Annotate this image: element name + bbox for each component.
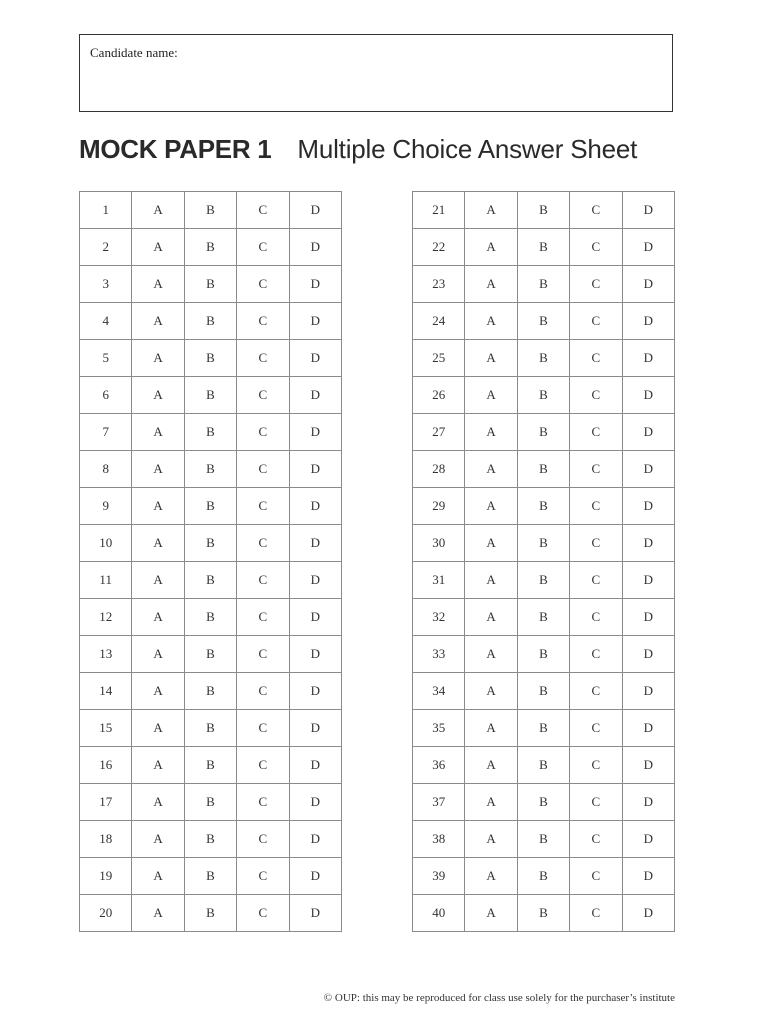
answer-option-b[interactable]: B [184, 451, 236, 488]
answer-option-d[interactable]: D [622, 636, 674, 673]
answer-option-b[interactable]: B [184, 710, 236, 747]
answer-option-a[interactable]: A [132, 229, 184, 266]
answer-option-a[interactable]: A [465, 303, 517, 340]
answer-option-d[interactable]: D [622, 266, 674, 303]
question-number: 26 [413, 377, 465, 414]
answer-option-b[interactable]: B [517, 488, 569, 525]
question-number: 16 [80, 747, 132, 784]
question-number: 36 [413, 747, 465, 784]
question-number: 25 [413, 340, 465, 377]
answer-option-a[interactable]: A [465, 858, 517, 895]
answer-option-b[interactable]: B [517, 562, 569, 599]
answer-option-b[interactable]: B [184, 562, 236, 599]
answer-option-c[interactable]: C [570, 414, 622, 451]
answer-option-b[interactable]: B [184, 747, 236, 784]
question-row [413, 636, 675, 673]
answer-option-c[interactable]: C [237, 266, 289, 303]
answer-option-c[interactable]: C [570, 266, 622, 303]
answer-option-d[interactable]: D [622, 488, 674, 525]
answer-option-d[interactable]: D [289, 340, 341, 377]
answer-option-b[interactable]: B [517, 673, 569, 710]
answer-option-d[interactable]: D [289, 636, 341, 673]
question-number: 12 [80, 599, 132, 636]
answer-option-d[interactable]: D [622, 377, 674, 414]
answer-option-d[interactable]: D [289, 192, 341, 229]
question-number: 10 [80, 525, 132, 562]
answer-option-a[interactable]: A [465, 636, 517, 673]
copyright-footer: © OUP: this may be reproduced for class use solely for the purchaser’s institute [323, 992, 675, 1004]
question-row [413, 229, 675, 266]
question-row [413, 895, 675, 932]
answer-option-a[interactable]: A [132, 266, 184, 303]
answer-option-c[interactable]: C [570, 895, 622, 932]
answer-option-a[interactable]: A [132, 414, 184, 451]
answer-option-d[interactable]: D [622, 451, 674, 488]
answer-option-d[interactable]: D [622, 821, 674, 858]
answer-option-a[interactable]: A [465, 451, 517, 488]
question-number: 4 [80, 303, 132, 340]
question-row [413, 525, 675, 562]
question-row [80, 895, 342, 932]
answer-option-a[interactable]: A [132, 562, 184, 599]
answer-option-a[interactable]: A [132, 858, 184, 895]
answer-option-b[interactable]: B [184, 525, 236, 562]
question-row [80, 784, 342, 821]
question-row [413, 784, 675, 821]
question-number: 19 [80, 858, 132, 895]
answer-option-d[interactable]: D [622, 229, 674, 266]
question-number: 1 [80, 192, 132, 229]
answer-option-d[interactable]: D [289, 858, 341, 895]
question-number: 5 [80, 340, 132, 377]
question-number: 37 [413, 784, 465, 821]
answer-option-c[interactable]: C [570, 377, 622, 414]
answer-option-c[interactable]: C [570, 710, 622, 747]
question-row [80, 673, 342, 710]
question-row [413, 747, 675, 784]
question-number: 30 [413, 525, 465, 562]
answer-option-a[interactable]: A [465, 895, 517, 932]
answer-option-c[interactable]: C [570, 673, 622, 710]
question-number: 32 [413, 599, 465, 636]
question-number: 39 [413, 858, 465, 895]
question-row [413, 599, 675, 636]
answer-option-c[interactable]: C [570, 636, 622, 673]
question-row [413, 488, 675, 525]
answer-option-a[interactable]: A [465, 784, 517, 821]
answer-option-c[interactable]: C [237, 747, 289, 784]
answer-option-c[interactable]: C [237, 451, 289, 488]
question-number: 9 [80, 488, 132, 525]
question-row [413, 710, 675, 747]
question-row [80, 303, 342, 340]
answer-option-d[interactable]: D [289, 377, 341, 414]
question-number: 17 [80, 784, 132, 821]
answer-option-c[interactable]: C [570, 192, 622, 229]
question-number: 18 [80, 821, 132, 858]
question-row [80, 488, 342, 525]
answer-option-b[interactable]: B [184, 673, 236, 710]
answer-option-c[interactable]: C [237, 377, 289, 414]
question-number: 38 [413, 821, 465, 858]
answer-option-a[interactable]: A [132, 340, 184, 377]
answer-option-a[interactable]: A [132, 488, 184, 525]
answer-option-c[interactable]: C [570, 562, 622, 599]
answer-option-d[interactable]: D [622, 192, 674, 229]
question-number: 20 [80, 895, 132, 932]
answer-option-c[interactable]: C [237, 821, 289, 858]
question-number: 6 [80, 377, 132, 414]
answer-option-d[interactable]: D [622, 784, 674, 821]
answer-option-b[interactable]: B [517, 636, 569, 673]
answer-option-b[interactable]: B [517, 858, 569, 895]
answer-option-c[interactable]: C [237, 229, 289, 266]
answer-option-c[interactable]: C [570, 599, 622, 636]
answer-option-d[interactable]: D [622, 414, 674, 451]
question-row [80, 192, 342, 229]
question-number: 14 [80, 673, 132, 710]
answer-option-b[interactable]: B [184, 303, 236, 340]
answer-option-c[interactable]: C [570, 340, 622, 377]
answer-option-a[interactable]: A [132, 192, 184, 229]
answer-option-a[interactable]: A [132, 636, 184, 673]
question-number: 40 [413, 895, 465, 932]
question-row [413, 192, 675, 229]
answer-option-d[interactable]: D [289, 895, 341, 932]
answer-option-a[interactable]: A [465, 747, 517, 784]
question-number: 31 [413, 562, 465, 599]
answer-option-b[interactable]: B [184, 821, 236, 858]
page-title [79, 134, 637, 165]
answer-option-b[interactable]: B [184, 488, 236, 525]
answer-option-b[interactable]: B [184, 599, 236, 636]
answer-option-d[interactable]: D [289, 488, 341, 525]
answer-option-a[interactable]: A [465, 710, 517, 747]
answer-option-d[interactable]: D [622, 525, 674, 562]
question-row [80, 229, 342, 266]
answer-option-c[interactable]: C [237, 414, 289, 451]
question-row [413, 414, 675, 451]
answer-option-b[interactable]: B [184, 377, 236, 414]
answer-option-c[interactable]: C [237, 562, 289, 599]
answer-option-a[interactable]: A [132, 377, 184, 414]
answer-option-d[interactable]: D [289, 266, 341, 303]
answer-option-a[interactable]: A [465, 192, 517, 229]
answer-option-d[interactable]: D [289, 784, 341, 821]
answer-option-b[interactable]: B [184, 895, 236, 932]
answer-option-b[interactable]: B [184, 414, 236, 451]
answer-option-d[interactable]: D [289, 303, 341, 340]
answer-option-d[interactable]: D [289, 821, 341, 858]
question-row [413, 340, 675, 377]
answer-option-c[interactable]: C [570, 784, 622, 821]
answer-option-b[interactable]: B [517, 340, 569, 377]
answer-option-b[interactable]: B [517, 525, 569, 562]
answer-option-a[interactable]: A [132, 525, 184, 562]
answer-option-b[interactable]: B [517, 599, 569, 636]
question-row [80, 340, 342, 377]
answer-option-a[interactable]: A [132, 747, 184, 784]
answer-option-a[interactable]: A [132, 821, 184, 858]
answer-option-a[interactable]: A [132, 673, 184, 710]
answer-option-a[interactable]: A [132, 895, 184, 932]
answer-option-d[interactable]: D [622, 710, 674, 747]
answer-option-d[interactable]: D [289, 710, 341, 747]
question-number: 29 [413, 488, 465, 525]
answer-option-a[interactable]: A [465, 488, 517, 525]
answer-option-b[interactable]: B [517, 784, 569, 821]
question-number: 35 [413, 710, 465, 747]
answer-option-d[interactable]: D [622, 673, 674, 710]
question-row [80, 266, 342, 303]
answer-option-c[interactable]: C [570, 525, 622, 562]
question-row [80, 414, 342, 451]
question-number: 27 [413, 414, 465, 451]
answer-option-d[interactable]: D [622, 747, 674, 784]
answer-option-d[interactable]: D [289, 599, 341, 636]
answer-option-b[interactable]: B [517, 266, 569, 303]
answer-option-c[interactable]: C [237, 673, 289, 710]
answer-option-b[interactable]: B [517, 710, 569, 747]
question-row [413, 303, 675, 340]
answer-option-b[interactable]: B [517, 821, 569, 858]
question-row [80, 377, 342, 414]
question-row [413, 451, 675, 488]
question-row [413, 562, 675, 599]
question-row [413, 266, 675, 303]
answer-option-a[interactable]: A [465, 562, 517, 599]
sheet-subtitle: Multiple Choice Answer Sheet [297, 134, 638, 164]
question-row [80, 599, 342, 636]
question-row [80, 821, 342, 858]
answer-option-b[interactable]: B [517, 303, 569, 340]
answer-option-b[interactable]: B [184, 858, 236, 895]
question-row [80, 562, 342, 599]
answer-option-a[interactable]: A [132, 784, 184, 821]
answer-option-a[interactable]: A [132, 599, 184, 636]
answer-option-c[interactable]: C [237, 525, 289, 562]
candidate-name-label: Candidate name: [90, 45, 178, 60]
answer-option-c[interactable]: C [237, 858, 289, 895]
answer-option-c[interactable]: C [570, 229, 622, 266]
question-number: 7 [80, 414, 132, 451]
answer-table-left [79, 191, 342, 932]
candidate-name-box[interactable] [79, 34, 673, 112]
question-row [80, 636, 342, 673]
answer-option-d[interactable]: D [289, 525, 341, 562]
question-number: 33 [413, 636, 465, 673]
answer-table-right [412, 191, 675, 932]
question-row [80, 747, 342, 784]
answer-option-b[interactable]: B [184, 636, 236, 673]
paper-title: MOCK PAPER 1 [79, 134, 272, 164]
answer-option-b[interactable]: B [517, 377, 569, 414]
answer-option-b[interactable]: B [184, 229, 236, 266]
answer-option-c[interactable]: C [237, 636, 289, 673]
answer-option-a[interactable]: A [465, 229, 517, 266]
answer-option-b[interactable]: B [517, 192, 569, 229]
answer-option-b[interactable]: B [517, 747, 569, 784]
answer-option-d[interactable]: D [622, 303, 674, 340]
answer-option-a[interactable]: A [465, 599, 517, 636]
answer-option-d[interactable]: D [289, 673, 341, 710]
question-number: 2 [80, 229, 132, 266]
question-row [80, 710, 342, 747]
answer-option-a[interactable]: A [132, 303, 184, 340]
answer-option-c[interactable]: C [237, 710, 289, 747]
question-number: 15 [80, 710, 132, 747]
answer-option-d[interactable]: D [289, 414, 341, 451]
answer-option-b[interactable]: B [184, 784, 236, 821]
answer-option-c[interactable]: C [237, 488, 289, 525]
answer-option-c[interactable]: C [570, 858, 622, 895]
answer-option-a[interactable]: A [465, 414, 517, 451]
answer-option-c[interactable]: C [237, 340, 289, 377]
answer-option-d[interactable]: D [622, 599, 674, 636]
question-row [80, 858, 342, 895]
question-row [413, 673, 675, 710]
question-row [413, 858, 675, 895]
answer-option-b[interactable]: B [184, 266, 236, 303]
answer-option-d[interactable]: D [289, 747, 341, 784]
question-row [80, 451, 342, 488]
answer-option-b[interactable]: B [184, 340, 236, 377]
question-row [413, 821, 675, 858]
answer-option-a[interactable]: A [465, 266, 517, 303]
answer-option-a[interactable]: A [465, 821, 517, 858]
answer-option-a[interactable]: A [132, 710, 184, 747]
answer-option-a[interactable]: A [465, 525, 517, 562]
answer-option-c[interactable]: C [237, 784, 289, 821]
answer-option-d[interactable]: D [622, 895, 674, 932]
answer-option-b[interactable]: B [517, 229, 569, 266]
answer-option-b[interactable]: B [184, 192, 236, 229]
question-number: 13 [80, 636, 132, 673]
question-row [80, 525, 342, 562]
answer-option-d[interactable]: D [289, 229, 341, 266]
answer-option-b[interactable]: B [517, 414, 569, 451]
answer-option-c[interactable]: C [237, 303, 289, 340]
question-number: 23 [413, 266, 465, 303]
answer-option-c[interactable]: C [570, 488, 622, 525]
question-number: 34 [413, 673, 465, 710]
answer-option-c[interactable]: C [570, 451, 622, 488]
question-row [413, 377, 675, 414]
question-number: 21 [413, 192, 465, 229]
answer-option-d[interactable]: D [622, 858, 674, 895]
answer-option-d[interactable]: D [289, 451, 341, 488]
question-number: 3 [80, 266, 132, 303]
question-number: 24 [413, 303, 465, 340]
answer-option-a[interactable]: A [132, 451, 184, 488]
answer-option-d[interactable]: D [289, 562, 341, 599]
answer-option-a[interactable]: A [465, 673, 517, 710]
question-number: 28 [413, 451, 465, 488]
answer-option-c[interactable]: C [570, 747, 622, 784]
answer-option-c[interactable]: C [237, 895, 289, 932]
answer-option-c[interactable]: C [237, 192, 289, 229]
question-number: 8 [80, 451, 132, 488]
answer-option-d[interactable]: D [622, 340, 674, 377]
question-number: 22 [413, 229, 465, 266]
answer-option-a[interactable]: A [465, 377, 517, 414]
answer-option-a[interactable]: A [465, 340, 517, 377]
answer-option-c[interactable]: C [237, 599, 289, 636]
answer-option-c[interactable]: C [570, 303, 622, 340]
answer-option-b[interactable]: B [517, 895, 569, 932]
answer-option-b[interactable]: B [517, 451, 569, 488]
answer-option-d[interactable]: D [622, 562, 674, 599]
answer-option-c[interactable]: C [570, 821, 622, 858]
question-number: 11 [80, 562, 132, 599]
